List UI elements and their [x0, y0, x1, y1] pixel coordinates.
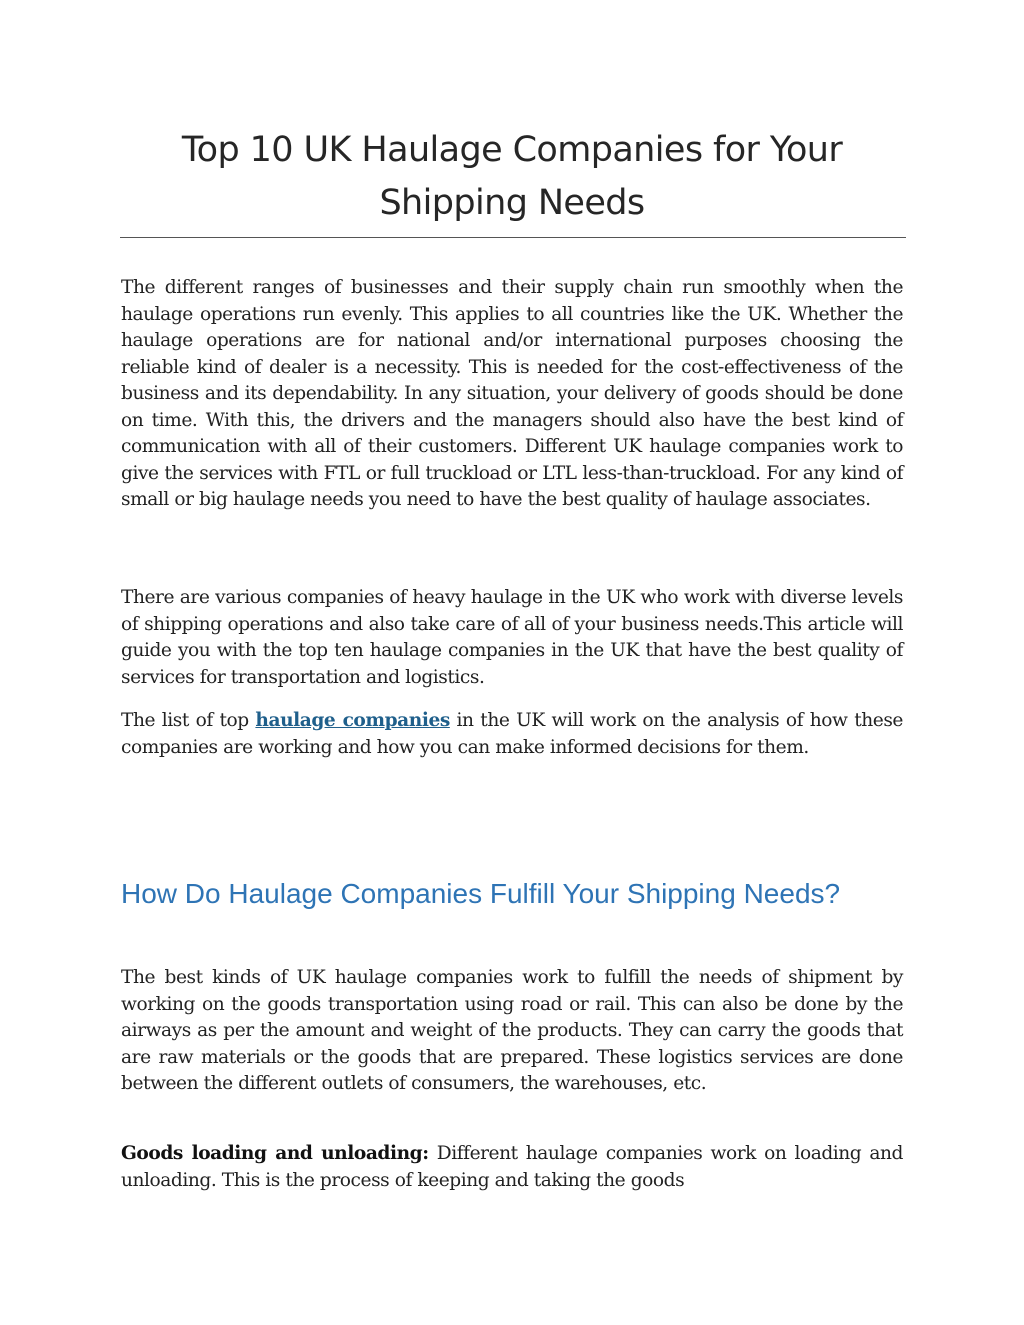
haulage-companies-link[interactable]: haulage companies: [255, 710, 450, 731]
intro-paragraph-1: The different ranges of businesses and their supply chain run smoothly when the haulage operations run evenly. This applies to all countries like the UK. Whether the haulage operations are for national and/or international purposes choosing the reliable kind of dealer is a necessity. This is needed for the cost-effectiveness of the business and its dependability. In any situation, your delivery of goods should be done on time. With this, the drivers and the managers should also have the best kind of communication with all of their customers. Different UK haulage companies work to give the services with FTL or full truckload or LTL less-than-truckload. For any kind of small or big haulage needs you need to have the best quality of haulage associates.: [121, 277, 903, 510]
intro-paragraph-3-lead: The list of top: [121, 710, 256, 731]
intro-paragraph-2: There are various companies of heavy haulage in the UK who work with diverse levels of shipping operations and also take care of all of your business needs.This article will guide you with the top ten haulage companies in the UK that have the best quality of services for transportation and logistics.: [121, 587, 903, 688]
goods-loading-text: Different haulage companies work on loading and unloading. This is the process of keeping and taking the goods: [121, 1143, 903, 1191]
section-heading: How Do Haulage Companies Fulfill Your Shipping Needs?: [121, 878, 841, 909]
page-title: Top 10 UK Haulage Companies for Your Shipping Needs: [181, 130, 843, 223]
section-paragraph-2: [121, 1141, 903, 1194]
intro-paragraph-3-tail: in the UK will work on the analysis of how these companies are working and how you can make informed decisions for them.: [121, 710, 903, 758]
title-underline: [120, 237, 906, 238]
intro-paragraph-3: [121, 708, 903, 761]
section-paragraph-1: The best kinds of UK haulage companies work to fulfill the needs of shipment by working on the goods transportation using road or rail. This can also be done by the airways as per the amount and weight of the products. They can carry the goods that are raw materials or the goods that are prepared. These logistics services are done between the different outlets of consumers, the warehouses, etc.: [121, 967, 903, 1094]
goods-loading-label: Goods loading and unloading:: [121, 1143, 429, 1164]
